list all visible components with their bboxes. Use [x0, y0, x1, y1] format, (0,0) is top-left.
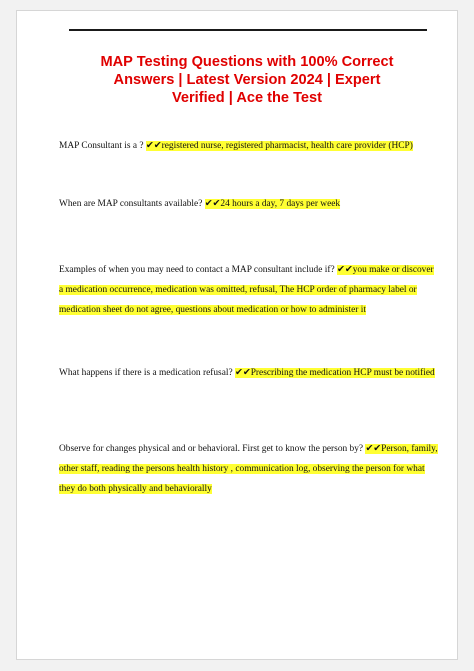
title-line: Verified | Ace the Test — [171, 90, 323, 106]
answer-highlight — [235, 368, 435, 378]
answer-text: Prescribing the medication HCP must be notified — [250, 368, 435, 378]
question-text: MAP Consultant is a ? — [59, 141, 146, 151]
title-line: MAP Testing Questions with 100% Correct — [100, 54, 394, 70]
document-page — [16, 10, 458, 660]
document-title — [77, 53, 417, 107]
qa-item-5 — [59, 439, 439, 499]
question-text: What happens if there is a medication refusal? — [59, 368, 235, 378]
header-rule — [69, 29, 427, 31]
question-text: When are MAP consultants available? — [59, 199, 205, 209]
check-mark-icon: ✔✔ — [145, 141, 162, 151]
answer-highlight — [146, 141, 413, 151]
qa-item-3 — [59, 260, 439, 320]
question-text: Observe for changes physical and or behavioral. First get to know the person by? — [59, 444, 366, 454]
title-line: Answers | Latest Version 2024 | Expert — [113, 72, 381, 88]
answer-text: registered nurse, registered pharmacist, health care provider (HCP) — [161, 141, 413, 151]
check-mark-icon: ✔✔ — [365, 444, 382, 454]
answer-text: you make or discover a medication occurrence, medication was omitted, refusal, The HCP order of pharmacy label or medication sheet do not agree, questions about medication or how to administer it — [59, 265, 434, 315]
qa-item-4 — [59, 363, 439, 383]
answer-highlight — [205, 199, 340, 209]
check-mark-icon: ✔✔ — [336, 265, 353, 275]
question-text: Examples of when you may need to contact a MAP consultant include if? — [59, 265, 337, 275]
qa-item-1 — [59, 136, 439, 156]
check-mark-icon: ✔✔ — [204, 199, 221, 209]
answer-text: Person, family, other staff, reading the persons health history , communication log, observing the person for what they do both physically and behaviorally — [59, 444, 438, 494]
answer-text: 24 hours a day, 7 days per week — [220, 199, 341, 209]
qa-item-2 — [59, 194, 439, 214]
check-mark-icon: ✔✔ — [234, 368, 251, 378]
